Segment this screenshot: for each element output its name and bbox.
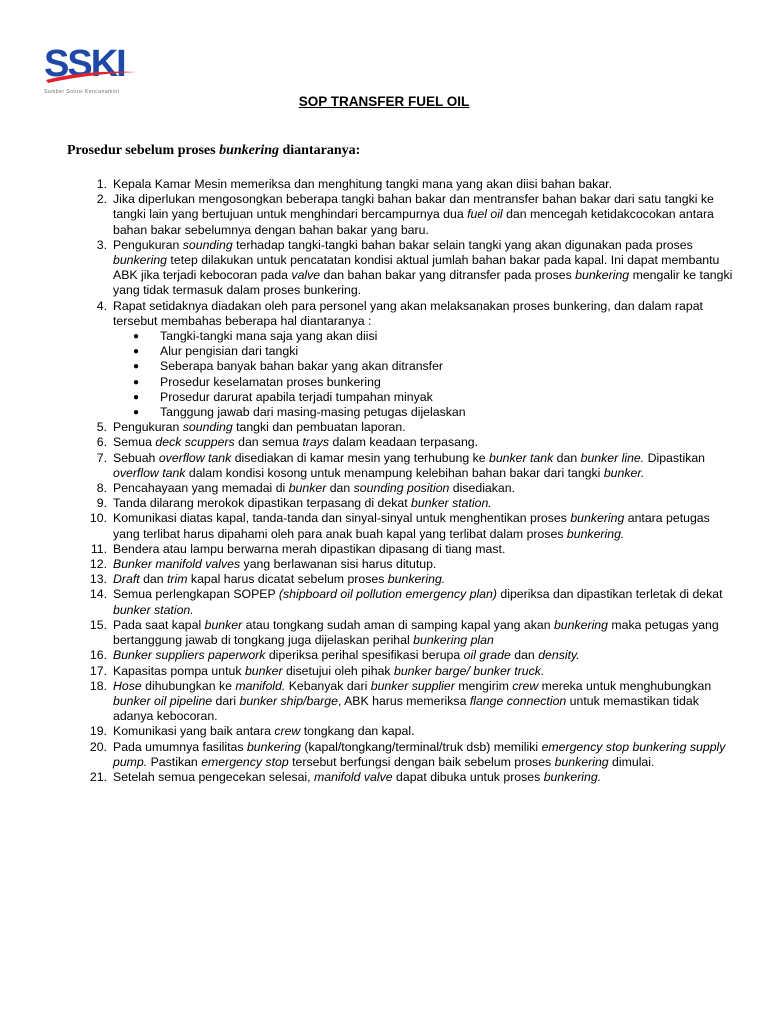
step-text-segment: mereka untuk menghubungkan <box>538 678 712 693</box>
procedure-step <box>88 724 733 739</box>
step-text <box>113 451 733 481</box>
step-text-segment: mengirim <box>454 678 513 693</box>
step-text-segment: atau tongkang sudah aman di samping kapal yang akan <box>242 617 554 632</box>
step-text-segment: Setelah semua pengecekan selesai, <box>113 769 314 784</box>
step-text-italic: bunker. <box>603 465 645 480</box>
procedure-step <box>88 177 733 192</box>
step-text-italic: overflow tank <box>158 450 232 465</box>
step-text-italic: bunker <box>288 481 327 496</box>
step-text-italic: bunkering. <box>566 526 625 541</box>
step-text <box>113 770 733 785</box>
step-text <box>113 542 733 557</box>
step-text <box>113 664 733 679</box>
bullet-text: Prosedur darurat apabila terjadi tumpahan minyak <box>160 389 433 404</box>
step-text-segment: dalam keadaan terpasang. <box>329 435 479 450</box>
step-text-italic: density. <box>538 648 580 663</box>
step-text-segment: Dipastikan <box>644 450 706 465</box>
company-logo <box>44 44 140 100</box>
step-text-italic: bunker oil pipeline <box>113 693 213 708</box>
step-text-italic: crew <box>274 724 301 739</box>
step-text-segment: Pencahayaan yang memadai di <box>113 481 289 496</box>
step-text-italic: bunkering <box>554 754 609 769</box>
step-text <box>113 177 733 192</box>
step-text-segment: Tanda dilarang merokok dipastikan terpasang di dekat <box>113 496 412 511</box>
step-text-italic: bunkering <box>575 268 630 283</box>
step-number: 13. <box>89 572 107 587</box>
step-number: 20. <box>89 739 107 754</box>
step-number: 15. <box>89 617 107 632</box>
step-text-italic: bunkering. <box>543 769 602 784</box>
procedure-step <box>88 238 733 299</box>
step-text-italic: trays <box>302 435 330 450</box>
step-number: 21. <box>89 769 107 784</box>
procedure-step <box>88 618 733 648</box>
step-text <box>113 557 733 572</box>
step-number: 17. <box>89 663 107 678</box>
step-text-italic: sounding <box>182 237 233 252</box>
step-text <box>113 740 733 770</box>
step-text-segment: disediakan. <box>449 481 516 496</box>
step-text-italic: bunkering. <box>387 572 446 587</box>
procedure-step <box>88 496 733 511</box>
step-text-segment: mengalir ke tangki yang tidak termasuk dalam proses bunkering. <box>113 268 733 298</box>
bullet-list <box>113 329 733 420</box>
step-text-segment: dalam kondisi kosong untuk menampung kelebihan bahan bakar dari tangki <box>185 465 604 480</box>
bullet-dot-icon: ● <box>133 407 140 419</box>
step-text-italic: bunker barge/ bunker truck. <box>393 663 545 678</box>
step-text-segment: dan semua <box>234 435 303 450</box>
step-text-italic: flange connection <box>469 693 567 708</box>
step-text <box>113 679 733 725</box>
step-text-italic: bunker station. <box>113 602 194 617</box>
step-text-segment: dan <box>510 648 539 663</box>
step-text-segment: Semua <box>113 435 156 450</box>
step-text-italic: bunkering <box>570 511 625 526</box>
logo-swoosh-icon <box>44 66 140 84</box>
step-text-italic: overflow tank <box>113 465 186 480</box>
step-text-italic: Hose <box>113 678 142 693</box>
step-text-segment: dari <box>212 693 240 708</box>
step-text-segment: kapal harus dicatat sebelum proses <box>187 572 388 587</box>
bullet-dot-icon: ● <box>133 331 140 343</box>
step-text-italic: Bunker suppliers paperwork <box>113 648 266 663</box>
step-text-segment: Pada umumnya fasilitas <box>113 739 247 754</box>
bullet-item <box>133 405 733 420</box>
step-text-segment: diperiksa perihal spesifikasi berupa <box>265 648 464 663</box>
step-text-segment: untuk memastikan tidak adanya kebocoran. <box>113 693 699 724</box>
step-text-segment: disetujui oleh pihak <box>282 663 394 678</box>
bullet-item <box>133 344 733 359</box>
step-text-segment: dan <box>553 450 581 465</box>
step-text-italic: bunkering plan <box>413 633 494 648</box>
step-text-segment: Kepala Kamar Mesin memeriksa dan menghitung tangki mana yang akan diisi bahan bakar. <box>113 177 612 191</box>
procedure-step <box>88 770 733 785</box>
step-text-italic: bunker line. <box>580 450 645 465</box>
step-number: 19. <box>89 724 107 739</box>
step-text-segment: dan <box>139 572 168 587</box>
step-text-italic: (shipboard oil pollution emergency plan) <box>278 587 497 602</box>
step-text-segment: Kapasitas pompa untuk <box>113 663 245 678</box>
step-text-segment: dimulai. <box>608 754 655 769</box>
step-text-italic: bunker <box>244 663 283 678</box>
step-text-segment: Kebanyak dari <box>285 678 371 693</box>
step-text-segment: dihubungkan ke <box>141 678 236 693</box>
step-text-segment: Sebuah <box>113 450 159 465</box>
step-text-segment: Pengukuran <box>113 237 183 252</box>
procedure-step <box>88 557 733 572</box>
step-text-italic: emergency stop <box>201 754 289 769</box>
step-text-segment: tongkang dan kapal. <box>300 724 415 739</box>
step-text-segment: antara petugas yang terlibat harus dipahami oleh para anak buah kapal yang terlibat dalam proses <box>113 511 710 541</box>
step-number: 2. <box>96 192 107 207</box>
procedure-step <box>88 572 733 587</box>
step-text-segment: Pastikan <box>147 754 202 769</box>
step-number: 10. <box>89 511 107 526</box>
step-text-italic: oil grade <box>463 648 511 663</box>
bullet-text: Prosedur keselamatan proses bunkering <box>160 374 381 389</box>
step-text-italic: bunker <box>204 617 243 632</box>
section-heading-text: Prosedur sebelum proses <box>67 143 220 158</box>
step-text-italic: manifold valve <box>313 769 393 784</box>
bullet-dot-icon: ● <box>133 391 140 403</box>
step-text-italic: bunkering <box>113 253 168 268</box>
step-text-segment: Pada saat kapal <box>113 617 205 632</box>
step-text-italic: Draft <box>113 572 140 587</box>
bullet-text: Tanggung jawab dari masing-masing petugas dijelaskan <box>160 405 466 420</box>
procedure-step <box>88 542 733 557</box>
step-text-segment: Pengukuran <box>113 420 183 435</box>
step-number: 9. <box>96 496 107 511</box>
step-number: 6. <box>96 435 107 450</box>
step-text-segment: yang berlawanan sisi harus ditutup. <box>240 557 437 572</box>
bullet-dot-icon: ● <box>133 361 140 373</box>
procedure-step <box>88 192 733 238</box>
procedure-step <box>88 299 733 421</box>
step-text-segment: (kapal/tongkang/terminal/truk dsb) memiliki <box>300 739 542 754</box>
step-text-segment: Rapat setidaknya diadakan oleh para personel yang akan melaksanakan proses bunkering, dan dalam rapat tersebut membahas beberapa hal diantaranya : <box>113 298 703 328</box>
step-text-segment: Jika diperlukan mengosongkan beberapa tangki bahan bakar dan mentransfer bahan bakar dari satu tangki ke tangki lain yang bertujuan untuk menghindari bercampurnya dua <box>113 192 714 222</box>
step-text <box>113 648 733 663</box>
bullet-text: Tangki-tangki mana saja yang akan diisi <box>160 329 378 344</box>
step-text-italic: bunker supplier <box>370 678 455 693</box>
bullet-dot-icon: ● <box>133 346 140 358</box>
step-text-italic: sounding <box>182 420 233 435</box>
step-text <box>113 238 733 299</box>
procedure-step <box>88 740 733 770</box>
step-text <box>113 481 733 496</box>
step-number: 4. <box>96 298 107 313</box>
step-text-segment: dan bahan bakar yang ditransfer pada proses <box>320 268 576 283</box>
procedure-step <box>88 451 733 481</box>
step-text-segment: diperiksa dan dipastikan terletak di dekat <box>496 587 723 602</box>
procedure-step <box>88 587 733 617</box>
step-number: 7. <box>96 450 107 465</box>
step-text-italic: valve <box>291 268 321 283</box>
step-text-segment: dapat dibuka untuk proses <box>392 769 544 784</box>
section-heading-emphasis: bunkering <box>219 143 279 158</box>
step-number: 5. <box>96 420 107 435</box>
step-number: 11. <box>90 541 107 556</box>
step-text-italic: fuel oil <box>467 207 503 222</box>
step-text-italic: bunkering <box>246 739 301 754</box>
step-text-segment: , ABK harus memeriksa <box>337 693 470 708</box>
step-number: 1. <box>96 177 107 191</box>
step-number: 3. <box>96 237 107 252</box>
bullet-item <box>133 359 733 374</box>
step-text-italic: trim <box>167 572 188 587</box>
step-text-italic: crew <box>512 678 539 693</box>
step-text <box>113 572 733 587</box>
step-text-segment: maka petugas yang bertanggung jawab di tongkang juga dijelaskan perihal <box>113 617 719 648</box>
step-text-segment: dan <box>326 481 354 496</box>
step-text-italic: bunkering <box>553 617 608 632</box>
step-text-segment: dan mencegah ketidakcocokan antara bahan bakar sebelumnya dengan bahan bakar yang baru. <box>113 207 714 237</box>
step-text-italic: manifold. <box>235 678 286 693</box>
bullet-item <box>133 329 733 344</box>
step-text-segment: tangki dan pembuatan laporan. <box>232 420 406 435</box>
step-number: 16. <box>89 648 107 663</box>
procedure-step <box>88 511 733 541</box>
step-text <box>113 192 733 238</box>
step-text-segment: terhadap tangki-tangki bahan bakar selain tangki yang akan digunakan pada proses <box>232 237 693 252</box>
step-text-italic: bunker tank <box>488 450 554 465</box>
step-text-italic: sounding position <box>353 481 450 496</box>
step-text <box>113 587 733 617</box>
step-text <box>113 299 733 421</box>
step-text-segment: disediakan di kamar mesin yang terhubung ke <box>231 450 489 465</box>
step-text <box>113 435 733 450</box>
step-text-segment: Komunikasi diatas kapal, tanda-tanda dan sinyal-sinyal untuk menghentikan proses <box>113 511 571 526</box>
bullet-item <box>133 390 733 405</box>
logo-tagline: Sumber Solusi Kencanamini <box>44 89 120 95</box>
logo-wordmark: SSKI <box>44 43 125 85</box>
procedure-list <box>88 177 733 785</box>
step-number: 12. <box>89 557 107 572</box>
procedure-step <box>88 679 733 725</box>
step-text-italic: emergency stop bunkering supply pump. <box>113 739 726 769</box>
document-title: SOP TRANSFER FUEL OIL <box>298 94 470 109</box>
procedure-step <box>88 664 733 679</box>
step-text-segment: Semua perlengkapan SOPEP <box>113 587 279 602</box>
procedure-step <box>88 481 733 496</box>
bullet-item <box>133 375 733 390</box>
step-text-segment: Komunikasi yang baik antara <box>113 724 275 739</box>
step-number: 18. <box>89 678 107 693</box>
bullet-text: Seberapa banyak bahan bakar yang akan ditransfer <box>160 359 444 374</box>
section-heading-tail: diantaranya: <box>279 143 361 158</box>
step-text <box>113 511 733 541</box>
section-heading <box>67 143 360 159</box>
step-text <box>113 724 733 739</box>
step-text-segment: tetep dilakukan untuk pencatatan kondisi aktual jumlah bahan bakar pada kapal. Ini dapat membantu ABK jika terjadi kebocoran pada <box>113 253 720 283</box>
procedure-step <box>88 420 733 435</box>
step-text <box>113 618 733 648</box>
step-text <box>113 496 733 511</box>
step-text <box>113 420 733 435</box>
bullet-text: Alur pengisian dari tangki <box>160 344 299 359</box>
step-text-italic: deck scuppers <box>155 435 235 450</box>
procedure-step <box>88 648 733 663</box>
step-text-segment: tersebut berfungsi dengan baik sebelum proses <box>288 754 555 769</box>
step-number: 14. <box>89 587 107 602</box>
step-text-italic: bunker ship/barge <box>239 693 338 708</box>
step-text-segment: Bendera atau lampu berwarna merah dipastikan dipasang di tiang mast. <box>113 541 506 556</box>
bullet-dot-icon: ● <box>133 376 140 388</box>
procedure-step <box>88 435 733 450</box>
step-number: 8. <box>96 481 107 496</box>
step-text-italic: bunker station. <box>411 496 492 511</box>
step-text-italic: Bunker manifold valves <box>113 557 241 572</box>
